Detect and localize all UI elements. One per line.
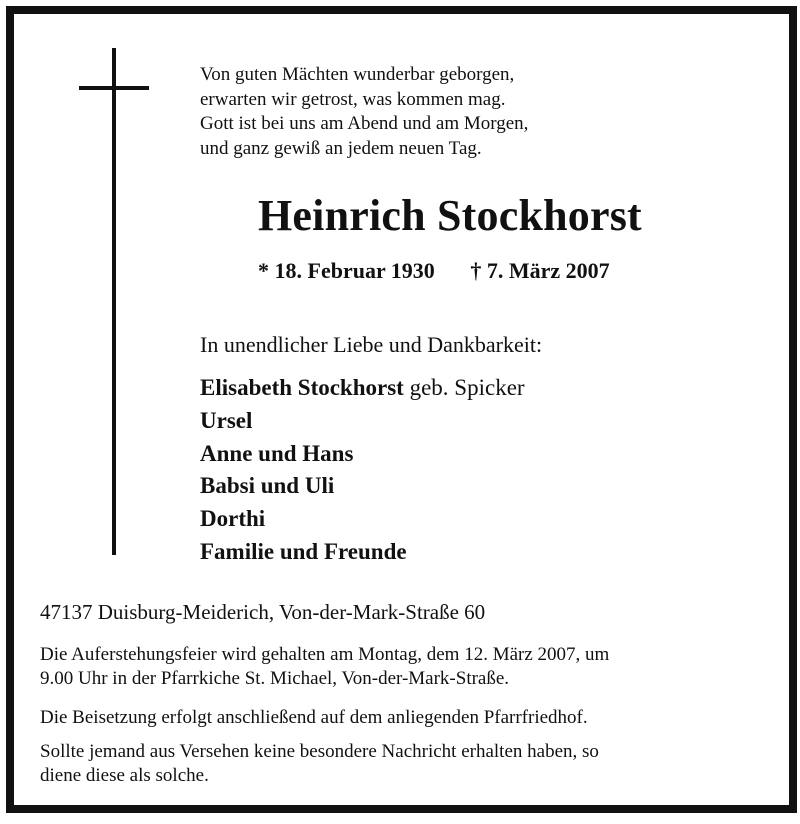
notice-line: Sollte jemand aus Versehen keine besondere Nachricht erhalten haben, so: [40, 741, 599, 762]
family-member: Ursel: [200, 407, 253, 433]
cross-icon-vertical: [112, 48, 116, 555]
cross-icon-horizontal: [79, 86, 149, 90]
poem: [200, 63, 528, 161]
poem-line: Von guten Mächten wunderbar geborgen,: [200, 64, 515, 85]
birth-date: * 18. Februar 1930: [258, 258, 435, 283]
burial-paragraph: [40, 706, 760, 730]
notice-paragraph: [40, 740, 760, 788]
poem-line: erwarten wir getrost, was kommen mag.: [200, 88, 506, 110]
poem-line: Gott ist bei uns am Abend und am Morgen,: [200, 113, 529, 134]
address: 47137 Duisburg-Meiderich, Von-der-Mark-Straße 60: [40, 600, 486, 624]
ceremony-line: Die Auferstehungsfeier wird gehalten am Montag, dem 12. März 2007, um: [40, 644, 610, 665]
family-member: Anne und Hans: [200, 440, 354, 466]
maiden-name: geb. Spicker: [403, 375, 525, 400]
notice-line: diene diese als solche.: [40, 765, 209, 786]
ceremony-line: 9.00 Uhr in der Pfarrkiche St. Michael, Von-der-Mark-Straße.: [40, 668, 510, 689]
burial-line: Die Beisetzung erfolgt anschließend auf dem anliegenden Pfarrfriedhof.: [40, 707, 588, 728]
family-list: [200, 372, 525, 569]
deceased-name: Heinrich Stockhorst: [258, 191, 642, 240]
ceremony-paragraph: [40, 643, 760, 691]
family-member: Dorthi: [200, 506, 266, 532]
family-member-name: Elisabeth Stockhorst: [200, 375, 404, 400]
death-date: † 7. März 2007: [470, 258, 610, 283]
family-member: Familie und Freunde: [200, 538, 407, 564]
poem-line: und ganz gewiß an jedem neuen Tag.: [200, 137, 482, 159]
family-member: [200, 372, 525, 405]
family-member: Babsi und Uli: [200, 473, 335, 499]
life-dates: [258, 258, 610, 284]
dedication: In unendlicher Liebe und Dankbarkeit:: [200, 332, 543, 357]
